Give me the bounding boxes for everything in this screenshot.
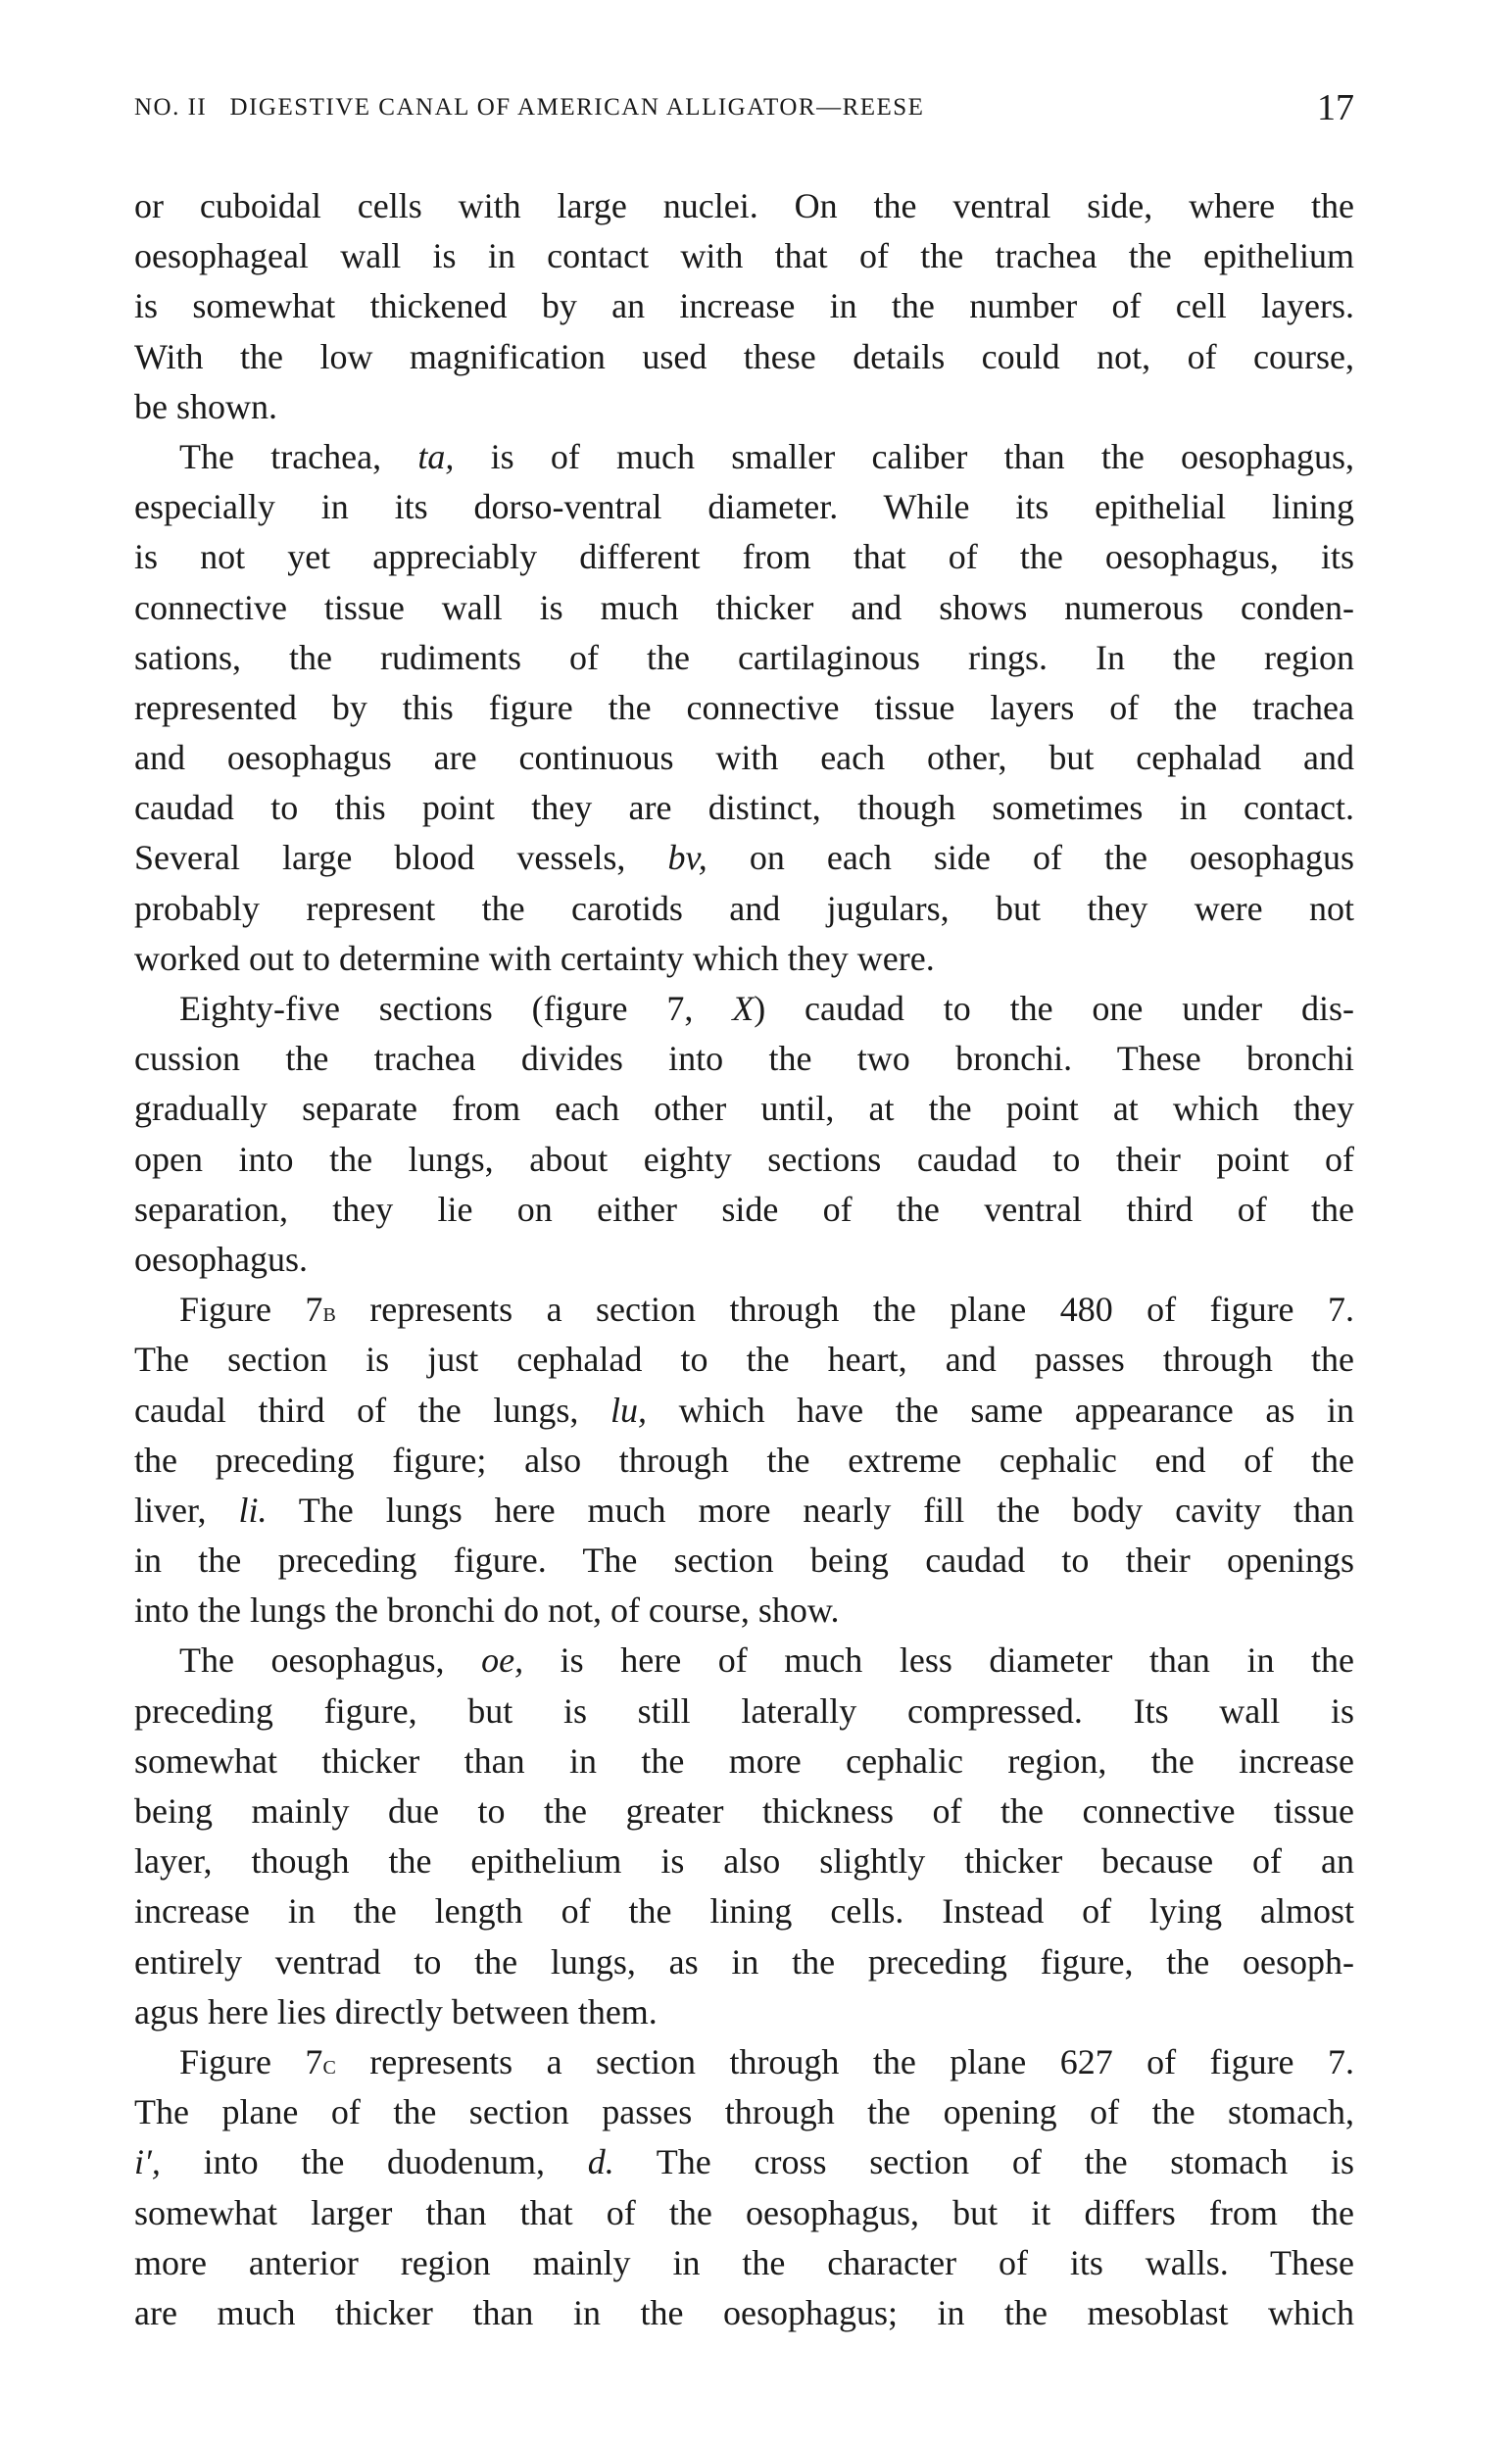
paragraph <box>134 181 1354 432</box>
text-line <box>134 1185 1354 1235</box>
text-run: ) caudad to the one under dis- <box>754 989 1354 1028</box>
text-run: especially in its dorso-ventral diameter. While its epithelial lining <box>134 487 1354 527</box>
page-number: 17 <box>1317 87 1354 128</box>
text-run: represents a section through the plane 480 of figure 7. <box>335 1290 1354 1330</box>
italic-label: bv, <box>667 838 707 878</box>
text-run: The cross section of the stomach is <box>613 2142 1354 2182</box>
paragraph <box>134 1636 1354 2037</box>
text-run: somewhat larger than that of the oesophagus, but it differs from the <box>134 2192 1354 2232</box>
text-run: caudad to this point they are distinct, though sometimes in contact. <box>134 788 1354 828</box>
text-line <box>134 181 1354 231</box>
italic-label: ta, <box>417 436 455 476</box>
italic-label: d. <box>587 2142 614 2182</box>
text-run: which have the same appearance as in <box>646 1390 1354 1430</box>
text-run: is here of much less diameter than in the <box>523 1640 1354 1681</box>
text-line <box>134 231 1354 281</box>
text-run: liver, <box>134 1490 239 1530</box>
text-run: Several large blood vessels, <box>134 838 668 878</box>
text-line <box>134 1034 1354 1084</box>
text-run: layer, though the epithelium is also slightly thicker because of an <box>134 1841 1354 1882</box>
text-line <box>134 934 1354 984</box>
text-line <box>134 2087 1354 2137</box>
text-run: probably represent the carotids and jugulars, but they were not <box>134 888 1354 928</box>
body-text <box>134 181 1354 2338</box>
text-run: into the duodenum, <box>160 2142 588 2182</box>
text-run: into the lungs the bronchi do not, of course, show. <box>134 1591 840 1631</box>
paragraph <box>134 432 1354 984</box>
text-run: The lungs here much more nearly fill the body cavity than <box>267 1490 1355 1530</box>
text-line <box>134 783 1354 833</box>
text-line <box>134 583 1354 633</box>
text-run: cussion the trachea divides into the two bronchi. These bronchi <box>134 1039 1354 1079</box>
text-line <box>134 1536 1354 1586</box>
text-run: or cuboidal cells with large nuclei. On the ventral side, where the <box>134 186 1354 225</box>
text-line <box>134 1486 1354 1536</box>
paragraph <box>134 1285 1354 1636</box>
text-line <box>134 2037 1354 2087</box>
text-line <box>134 1786 1354 1836</box>
text-run: is somewhat thickened by an increase in the number of cell layers. <box>134 286 1354 326</box>
text-run: the preceding figure; also through the extreme cephalic end of the <box>134 1440 1354 1480</box>
text-line <box>134 884 1354 934</box>
text-line <box>134 1285 1354 1335</box>
text-run: Figure 7 <box>179 2041 323 2081</box>
text-run: open into the lungs, about eighty sections caudad to their point of <box>134 1139 1354 1179</box>
text-line <box>134 1135 1354 1185</box>
italic-label: li. <box>238 1490 268 1530</box>
text-run: oesophagus. <box>134 1239 308 1279</box>
text-run: Eighty-five sections (figure 7, <box>179 989 733 1028</box>
text-run: gradually separate from each other until, at the point at which they <box>134 1089 1354 1129</box>
text-line <box>134 1084 1354 1134</box>
text-line <box>134 1636 1354 1686</box>
text-line <box>134 2288 1354 2338</box>
text-line <box>134 1235 1354 1285</box>
paragraph <box>134 984 1354 1285</box>
text-line <box>134 332 1354 382</box>
text-line <box>134 1335 1354 1385</box>
text-run: The section is just cephalad to the heart, and passes through the <box>134 1340 1354 1380</box>
running-header <box>134 87 1354 129</box>
text-line <box>134 482 1354 532</box>
text-run: sations, the rudiments of the cartilaginous rings. In the region <box>134 637 1354 677</box>
text-line <box>134 1386 1354 1436</box>
small-caps-letter: c <box>322 2048 336 2080</box>
text-run: represented by this figure the connective tissue layers of the trachea <box>134 687 1354 727</box>
text-run: The plane of the section passes through the opening of the stomach, <box>134 2092 1354 2132</box>
text-line <box>134 833 1354 883</box>
text-run: The oesophagus, <box>179 1640 482 1681</box>
text-run: more anterior region mainly in the character of its walls. These <box>134 2242 1354 2282</box>
text-line <box>134 1836 1354 1886</box>
text-run: connective tissue wall is much thicker and shows numerous conden- <box>134 587 1354 627</box>
text-run: preceding figure, but is still laterally compressed. Its wall is <box>134 1690 1354 1731</box>
text-run: increase in the length of the lining cells. Instead of lying almost <box>134 1891 1354 1932</box>
text-line <box>134 2188 1354 2238</box>
text-line <box>134 2137 1354 2187</box>
italic-label: i′, <box>134 2142 161 2182</box>
text-line <box>134 683 1354 733</box>
text-run: in the preceding figure. The section being caudad to their openings <box>134 1541 1354 1581</box>
text-run: entirely ventrad to the lungs, as in the preceding figure, the oesoph- <box>134 1941 1354 1982</box>
italic-label: X <box>732 989 755 1028</box>
text-run: worked out to determine with certainty which they were. <box>134 938 935 978</box>
text-line <box>134 984 1354 1034</box>
italic-label: lu, <box>610 1390 647 1430</box>
text-line <box>134 1436 1354 1486</box>
italic-label: oe, <box>481 1640 524 1681</box>
paragraph <box>134 2037 1354 2338</box>
text-run: on each side of the oesophagus <box>707 838 1354 878</box>
text-run: represents a section through the plane 627 of figure 7. <box>335 2041 1354 2081</box>
text-run: agus here lies directly between them. <box>134 1991 658 2031</box>
text-line <box>134 1687 1354 1737</box>
running-title: NO. II DIGESTIVE CANAL OF AMERICAN ALLIGATOR—REESE <box>134 94 925 121</box>
text-run: and oesophagus are continuous with each other, but cephalad and <box>134 738 1354 778</box>
text-line <box>134 1987 1354 2037</box>
text-run: The trachea, <box>179 436 418 476</box>
text-run: are much thicker than in the oesophagus; in the mesoblast which <box>134 2292 1354 2332</box>
text-line <box>134 1586 1354 1636</box>
text-run: Figure 7 <box>179 1290 323 1330</box>
text-run: somewhat thicker than in the more cephalic region, the increase <box>134 1740 1354 1781</box>
text-line <box>134 733 1354 783</box>
text-line <box>134 2238 1354 2288</box>
text-run: With the low magnification used these details could not, of course, <box>134 336 1354 376</box>
text-run: is of much smaller caliber than the oesophagus, <box>454 436 1355 476</box>
text-line <box>134 281 1354 331</box>
text-line <box>134 532 1354 582</box>
text-line <box>134 382 1354 432</box>
text-run: separation, they lie on either side of the ventral third of the <box>134 1189 1354 1229</box>
text-line <box>134 1937 1354 1987</box>
text-run: be shown. <box>134 386 277 426</box>
text-line <box>134 633 1354 683</box>
text-run: oesophageal wall is in contact with that of the trachea the epithelium <box>134 236 1354 276</box>
text-line <box>134 432 1354 482</box>
small-caps-letter: b <box>322 1297 336 1329</box>
text-run: being mainly due to the greater thickness of the connective tissue <box>134 1791 1354 1831</box>
text-line <box>134 1886 1354 1936</box>
text-run: is not yet appreciably different from that of the oesophagus, its <box>134 537 1354 577</box>
text-line <box>134 1737 1354 1786</box>
text-run: caudal third of the lungs, <box>134 1390 610 1430</box>
